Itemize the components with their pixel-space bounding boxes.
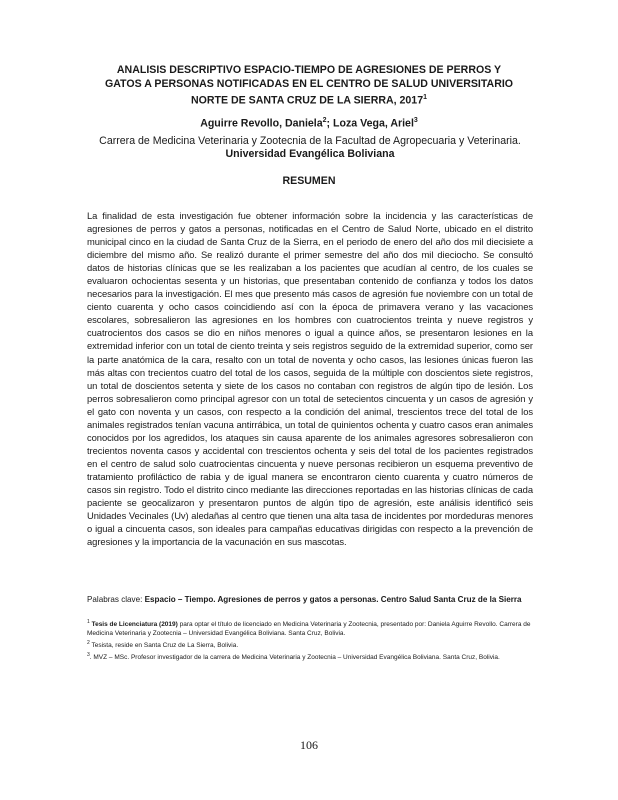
footnote-text: . MVZ – MSc. Profesor investigador de la carrera de Medicina Veterinaria y Zootecnia – Universidad Evangélica Boliviana. Santa Cruz, Bolivia. bbox=[89, 654, 500, 662]
author-separator: ; bbox=[326, 117, 334, 130]
abstract-body: La finalidad de esta investigación fue obtener información sobre la incidencia y las características de agresiones de perros y gatos a personas, notificadas en el Centro de Salud Norte, ubicado en el distrito municipal cinco en la ciudad de Santa Cruz de la Sierra, en el periodo de enero del año dos mil diecisiete a diciembre del mismo año. Se realizó durante el primer semestre del año dos mil dieciocho. Se consultó datos de historias clínicas que se les realizaban a los pacientes que acudían al centro, de los cuales se evaluaron ochocientas sesenta y un historias, que presentaban contenido de confianza y todos los datos necesarios para la investigación. El mes que presento más casos de agresión fue noviembre con un total de ciento cuarenta y ocho casos coincidiendo así con la época de primavera verano y las vacaciones escolares, sobresalieron las agresiones en los hombres con cuatrocientos treinta y nueve registros y cuatrocientos dos casos se dio en niños menores o igual a quince años, se presentaron lesiones en la extremidad inferior con un total de ciento treinta y seis registros seguido de la extremidad superior, como ser la parte anatómica de la cara, resalto con un total de noventa y ocho casos, las lesiones únicas fueron las más altas con trecientos cuatro del total de los casos, seguida de la múltiple con doscientos siete registros, un total de doscientos setenta y siete de los casos no contaban con registros de algún tipo de lesión. Los perros sobresalieron como principal agresor con un total de setecientos cincuenta y un casos de agresión y el gato con noventa y un casos, con respecto a la condición del animal, trescientos trece del total de los animales registrados tenían vacuna antirrábica, un total de quinientos ochenta y cuatro casos eran animales conocidos por los agredidos, los ataques sin causa aparente de los animales agresores sobresalieron con trecientos noventa casos y accidental con trescientos ochenta y seis del total de los pacientes registrados en el centro de salud solo cuatrocientas cincuenta y nueve personas recibieron un esquema preventivo de tratamiento profiláctico de rabia y de igual manera se encontraron ciento cuarenta y cuatro números de casos sin registro. Todo el distrito cinco mediante las direcciones reportadas en las historias clínicas de cada paciente se geocalizaron y presentaron puntos de algún tipo de agresión, este análisis identificó seis Unidades Vecinales (Uv) aledañas al centro que tienen una alta tasa de incidentes por mordeduras menores o igual a cincuenta casos, son ideales para campañas educativas dirigidas con respecto a la prevención de agresiones y la importancia de la vacunación en sus mascotas. bbox=[87, 210, 533, 548]
affiliation-faculty: Carrera de Medicina Veterinaria y Zootecnia de la Facultad de Agropecuaria y Veterinaria. bbox=[99, 135, 521, 147]
footnote-mark: 3 bbox=[87, 652, 90, 659]
title-line-2: GATOS A PERSONAS NOTIFICADAS EN EL CENTRO DE SALUD UNIVERSITARIO bbox=[104, 77, 514, 90]
footnote bbox=[87, 651, 533, 662]
title-footnote-mark: 1 bbox=[423, 94, 428, 102]
keywords-line bbox=[87, 594, 539, 605]
footnote bbox=[87, 639, 533, 650]
footnote bbox=[87, 618, 533, 638]
author-list bbox=[70, 114, 548, 131]
footnotes bbox=[87, 618, 533, 663]
footnote-bold: Tesis de Licenciatura (2019) bbox=[91, 621, 178, 629]
footnote-mark: 2 bbox=[87, 640, 90, 647]
section-heading: RESUMEN bbox=[282, 175, 336, 187]
author-name: Loza Vega, Ariel bbox=[333, 117, 414, 130]
footnote-text: Tesista, reside en Santa Cruz de La Sierra, Bolivia. bbox=[89, 642, 239, 650]
author-footnote-mark: 2 bbox=[322, 117, 327, 124]
footnote-mark: 1 bbox=[87, 619, 90, 625]
paper-title bbox=[70, 64, 548, 108]
footnote-text: para optar el título de licenciado en Medicina Veterinaria y Zootecnia, presentado por: Daniela Aguirre Revollo. Carrera de Medicina Veterinaria y Zootecnia – Universidad Evangélica Boliviana. Santa Cruz, Bolivia. bbox=[87, 621, 531, 638]
title-line-3: NORTE DE SANTA CRUZ DE LA SIERRA, 2017 bbox=[190, 94, 424, 107]
keywords-label: Palabras clave: bbox=[87, 595, 145, 604]
affiliation-university: Universidad Evangélica Boliviana bbox=[225, 148, 395, 161]
affiliation bbox=[80, 135, 540, 162]
author-footnote-mark: 3 bbox=[413, 117, 418, 124]
keywords-text: Espacio – Tiempo. Agresiones de perros y gatos a personas. Centro Salud Santa Cruz de la Sierra bbox=[144, 595, 522, 604]
page-number: 106 bbox=[300, 738, 318, 752]
author-name: Aguirre Revollo, Daniela bbox=[200, 117, 323, 130]
title-line-1: ANALISIS DESCRIPTIVO ESPACIO-TIEMPO DE AGRESIONES DE PERROS Y bbox=[116, 64, 502, 76]
